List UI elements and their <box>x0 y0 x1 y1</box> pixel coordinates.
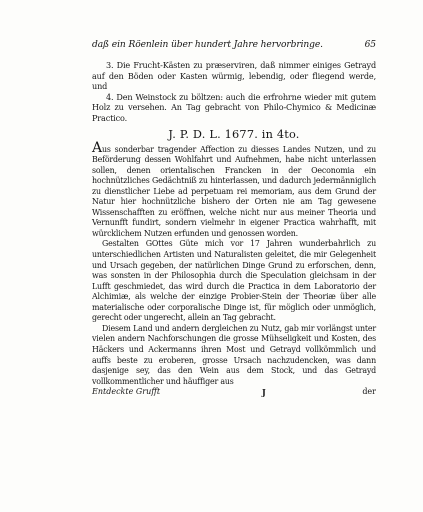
page-footer <box>92 387 376 398</box>
running-head <box>92 40 376 54</box>
paragraph: Gestalten GOttes Güte mich vor 17 Jahren wunderbahrlich zu unterschiedlichen Artisten und Naturalisten geleitet, die mir Gelegenheit und Ursach gegeben, der natürlichen Dinge Grund zu erforschen, denn, was sonsten in der Philosophia durch die Speculation gleichsam in der Lufft geschmiedet, das wird durch die Practica in dem Laboratorio der Alchimiæ, als welche der einzige Probier-Stein der Theoriæ über alle materialische oder corporalische Dinge ist, für möglich oder unmöglich, gerecht oder ungerecht, allein an Tag gebracht. <box>92 239 376 323</box>
page-number: 65 <box>364 40 376 50</box>
imprint-heading: J. P. D. L. 1677. in 4to. <box>168 127 300 141</box>
numbered-item: 3. Die Frucht-Kästen zu præserviren, daß nimmer einiges Getrayd auf den Böden oder Kasten würmig, lebendig, oder fliegend werde, und <box>92 60 376 92</box>
numbered-items <box>92 60 376 124</box>
paragraph: Diesem Land und andern dergleichen zu Nutz, gab mir vorlängst unter vielen andern Nachforschungen die grosse Mühseligkeit und Kosten, des Häckers und Ackermanns ihren Most und Getrayd vollkömmlich und auffs beste zu eroberen, grosse Ursach nachzudencken, was dann dasjenige sey, das den Wein aus dem Stock, und das Getrayd vollkommentlicher und häuffiger aus <box>92 323 376 386</box>
paragraph: Aus sonderbar tragender Affection zu diesses Landes Nutzen, und zu Beförderung dessen Wohlfahrt und Aufnehmen, habe nicht unterlassen sollen, denen orientalischen Francken in der Oeconomia ein hochnützliches Gedächtniß zu hinterlassen, und dadurch jedermänniglich zu dienstlicher Liebe ad perpetuam rei memoriam, aus dem Grund der Natur hier hochnützliche bishero der Orten nie am Tag gewesene Wissenschafften zu eröffnen, welche nicht nur aus meiner Theoria und Vernunfft fundirt, sondern vielmehr in eigener Practica wahrhafft, mit würcklichem Nutzen erfunden und genossen worden. <box>92 139 376 238</box>
signature-mark: J <box>262 387 266 398</box>
running-head-title: daß ein Röenlein über hundert Jahre hervorbringe. <box>92 40 323 50</box>
catchword: der <box>362 387 376 397</box>
numbered-item: 4. Den Weinstock zu böltzen: auch die erfrohrne wieder mit gutem Holz zu versehen. An Tag gebracht von Philo-Chymico & Medicinæ Practico. <box>92 91 376 123</box>
text-block <box>92 40 376 398</box>
footer-catchword: Entdeckte Grufft <box>92 387 161 397</box>
body-text <box>92 139 376 388</box>
